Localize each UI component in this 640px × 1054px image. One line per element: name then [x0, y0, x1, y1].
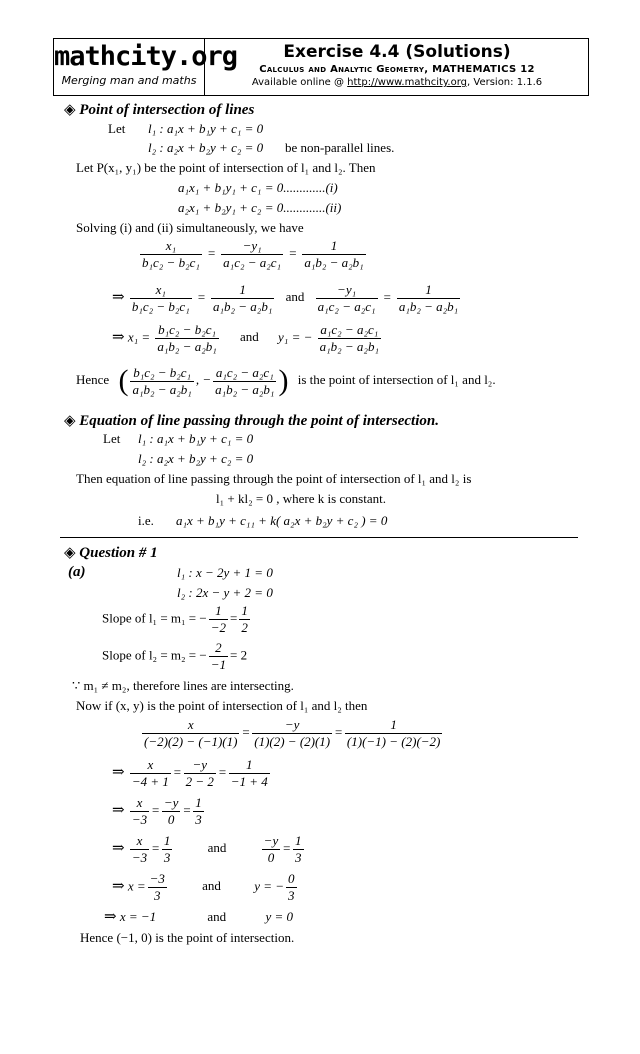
slope-l1-row [102, 603, 252, 636]
denominator: 3 [163, 850, 171, 865]
equals-sign: = [151, 840, 160, 856]
numerator: x₁ [165, 238, 177, 253]
fraction [302, 238, 365, 271]
fraction [193, 795, 204, 828]
slope-l2-row [102, 640, 247, 673]
numerator: 2 [215, 640, 222, 655]
fraction [293, 833, 304, 866]
solution-row-5 [112, 871, 299, 904]
hence-word: Hence [76, 371, 110, 387]
fraction [229, 757, 270, 790]
denominator: 3 [295, 850, 302, 865]
equals-sign: = [241, 724, 251, 740]
numerator: −y [163, 795, 179, 810]
fraction [345, 717, 442, 750]
denominator: −2 [210, 620, 227, 635]
then-text: Then equation of line passing through the point of intersection of l₁ and l₂ is [76, 471, 472, 486]
logo-box [54, 39, 238, 95]
numerator: 1 [295, 833, 302, 848]
implies-row-1 [112, 282, 462, 315]
denominator: b₁c₂ − b₂c₁ [142, 255, 200, 270]
and-word: and [240, 329, 259, 345]
numerator: 1 [330, 238, 338, 253]
implies-arrow-icon: ⇒ [112, 840, 125, 857]
line-l1: l₁ : x − 2y + 1 = 0 [177, 565, 273, 580]
fraction [316, 282, 378, 315]
numerator: x [147, 757, 154, 772]
fraction [239, 603, 250, 636]
equals-sign: = [182, 802, 192, 818]
denominator: 3 [195, 812, 202, 827]
denominator: a₁b₂ − a₂b₁ [213, 299, 273, 314]
line-l1: l₁ : a₁x + b₁y + c₁ = 0 [148, 121, 264, 136]
y-value: y = 0 [265, 909, 293, 924]
equals-sign: = [288, 245, 298, 261]
numerator: b₁c₂ − b₂c₁ [133, 364, 192, 380]
ie-label: i.e. [138, 513, 154, 528]
denominator: −3 [131, 850, 148, 865]
course-subtitle: Calculus and Analytic Geometry, MATHEMATICS 12 [259, 64, 535, 75]
diamond-bullet-icon: ◈ [64, 413, 76, 429]
heading-text: Question # 1 [79, 545, 158, 561]
equals-sign: = [334, 724, 343, 740]
denominator: a₁b₂ − a₂b₁ [398, 299, 459, 314]
section-divider [60, 537, 578, 538]
equals-sign: = [196, 289, 206, 305]
because-text: ∵ m₁ ≠ m₂, therefore lines are intersecting. [72, 678, 294, 693]
let-p-text: Let P(x₁, y₁) be the point of intersection of l₁ and l₂. Then [76, 160, 376, 175]
and-word: and [202, 878, 221, 894]
online-line [206, 77, 588, 88]
now-if-text: Now if (x, y) is the point of intersection of l₁ and l₂ then [76, 698, 368, 713]
diamond-bullet-icon: ◈ [64, 102, 76, 118]
fraction [213, 365, 276, 398]
heading-text: Point of intersection of lines [79, 102, 255, 118]
equals-sign: = [151, 802, 160, 818]
line-l1: l₁ : a₁x + b₁y + c₁ = 0 [138, 431, 254, 446]
let-label: Let [103, 431, 121, 446]
family-equation: l₁ + kl₂ = 0 , where k is constant. [216, 491, 386, 506]
denominator: a₁b₂ − a₂b₁ [319, 339, 379, 354]
numerator: x [187, 717, 194, 732]
section-heading-equation [64, 411, 439, 430]
denominator: a₁b₂ − a₂b₁ [304, 255, 364, 270]
slope-result: = 2 [230, 647, 248, 663]
denominator: 2 − 2 [185, 774, 214, 789]
fraction [162, 795, 181, 828]
line-l2: l₂ : 2x − y + 2 = 0 [177, 585, 273, 600]
denominator: a₁b₂ − a₂b₁ [215, 381, 275, 397]
ie-equation: a₁x + b₁y + c₁₁ + k( a₂x + b₂y + c₂ ) = 0 [176, 513, 388, 528]
let-label: Let [108, 121, 126, 136]
fraction [209, 603, 228, 636]
solution-row-6 [104, 907, 293, 926]
denominator: 3 [148, 887, 167, 904]
numerator: 1 [163, 833, 171, 848]
fraction [211, 282, 274, 315]
numerator: a₁c₂ − a₂c₁ [320, 322, 379, 337]
denominator: −1 + 4 [230, 774, 268, 789]
line-l2: l₂ : a₂x + b₂y + c₂ = 0 [148, 140, 264, 155]
numerator: a₁c₂ − a₂c₁ [215, 364, 274, 380]
numerator: x [136, 795, 143, 810]
exercise-title: Exercise 4.4 (Solutions) [283, 42, 511, 62]
numerator: −y [284, 717, 300, 732]
x-equals: x = [127, 878, 146, 894]
fraction [148, 871, 167, 904]
equals-sign: = [172, 764, 182, 780]
heading-text: Equation of line passing through the point of intersection. [79, 413, 439, 429]
numerator: x [136, 833, 143, 848]
denominator: −3 [131, 812, 148, 827]
denominator: (1)(2) − (2)(1) [254, 734, 331, 749]
numerator: −y [192, 757, 208, 772]
ratio-row-4 [112, 833, 306, 866]
numerator: b₁c₂ − b₂c₁ [158, 322, 217, 337]
fraction [318, 322, 381, 355]
implies-arrow-icon: ⇒ [112, 802, 125, 819]
version-text: , Version: 1.1.6 [467, 77, 543, 88]
ratio-row-2 [112, 757, 272, 790]
part-label: (a) [68, 564, 86, 580]
site-logo: mathcity.org [54, 41, 238, 72]
equals-sign: = [282, 840, 291, 856]
numerator: 1 [195, 795, 202, 810]
x1-equals: x₁ = [127, 329, 151, 345]
fraction [130, 282, 192, 315]
non-parallel-text: be non-parallel lines. [285, 140, 395, 155]
denominator: (−2)(2) − (−1)(1) [144, 734, 238, 749]
fraction [155, 322, 218, 355]
denominator: (1)(−1) − (2)(−2) [346, 734, 441, 749]
fraction [130, 757, 171, 790]
fraction [142, 717, 239, 750]
title-box [206, 39, 588, 95]
numerator: 1 [245, 757, 253, 772]
page-header [53, 38, 589, 96]
equals-sign: = [382, 289, 392, 305]
numerator: −y₁ [242, 238, 262, 253]
numerator: x₁ [155, 282, 166, 297]
hence-row [76, 364, 496, 398]
implies-arrow-icon: ⇒ [104, 909, 117, 925]
and-word: and [207, 909, 227, 924]
fraction [221, 238, 283, 271]
fraction [252, 717, 332, 750]
tagline: Merging man and maths [61, 74, 197, 87]
y1-equals: y₁ = − [278, 329, 313, 345]
equation-i: a₁x₁ + b₁y₁ + c₁ = 0.............(i) [178, 180, 338, 195]
denominator: −1 [210, 657, 227, 672]
point-coordinates [118, 364, 288, 398]
implies-arrow-icon: ⇒ [112, 289, 125, 306]
equation-ii: a₂x₁ + b₂y₁ + c₂ = 0.............(ii) [178, 200, 342, 215]
denominator: a₁c₂ − a₂c₁ [317, 299, 376, 314]
implies-row-2 [112, 322, 383, 355]
slope-text: Slope of l₂ = m₂ = − [102, 647, 207, 663]
denominator: a₁c₂ − a₂c₁ [223, 255, 282, 270]
right-paren: ) [278, 364, 289, 397]
denominator: 0 [262, 849, 281, 866]
denominator: a₁b₂ − a₂b₁ [157, 339, 217, 354]
equals-sign: = [230, 610, 238, 626]
section-heading-intersection [64, 100, 254, 119]
hence-tail: is the point of intersection of l₁ and l₂. [297, 371, 496, 387]
line-l2: l₂ : a₂x + b₂y + c₂ = 0 [138, 451, 254, 466]
and-word: and [207, 840, 227, 856]
fraction [286, 871, 297, 904]
numerator: −y [263, 833, 279, 848]
denominator: 3 [288, 888, 295, 903]
denominator: a₁b₂ − a₂b₁ [132, 381, 192, 397]
site-link[interactable]: http://www.mathcity.org [347, 77, 468, 88]
fraction [184, 757, 216, 790]
slope-text: Slope of l₁ = m₁ = − [102, 610, 207, 626]
hence-final: Hence (−1, 0) is the point of intersection. [80, 930, 295, 945]
implies-arrow-icon: ⇒ [112, 878, 125, 895]
numerator: 1 [239, 282, 246, 297]
implies-arrow-icon: ⇒ [112, 764, 125, 781]
implies-arrow-icon: ⇒ [112, 329, 125, 346]
denominator: 2 [241, 620, 248, 635]
fraction [162, 833, 173, 866]
fraction [140, 238, 202, 271]
numerator: −y₁ [337, 282, 357, 297]
denominator: 0 [162, 811, 181, 828]
fraction [397, 282, 460, 315]
denominator: −4 + 1 [131, 774, 169, 789]
y-equals: y = − [254, 878, 285, 894]
numerator: 1 [241, 603, 248, 618]
numerator: 1 [390, 717, 397, 732]
fraction [130, 365, 193, 398]
cross-ratio-row [138, 238, 368, 271]
fraction [209, 640, 228, 673]
fraction [130, 833, 149, 866]
online-prefix: Available online @ [251, 77, 348, 88]
denominator: b₁c₂ − b₂c₁ [131, 299, 190, 314]
ratio-row-3 [112, 795, 206, 828]
fraction [130, 795, 149, 828]
x-value: x = −1 [119, 909, 157, 924]
and-word: and [285, 289, 305, 305]
numerator: −3 [149, 871, 165, 886]
question-heading [64, 543, 158, 562]
left-paren: ( [118, 364, 129, 397]
equals-sign: = [207, 245, 216, 261]
solving-text: Solving (i) and (ii) simultaneously, we have [76, 220, 304, 235]
comma-minus: , − [195, 371, 212, 387]
fraction [262, 833, 281, 866]
numerator: 1 [215, 603, 222, 618]
numerator: 1 [425, 282, 432, 297]
diamond-bullet-icon: ◈ [64, 545, 76, 561]
equals-sign: = [217, 764, 227, 780]
ratio-row-1 [140, 717, 444, 750]
numerator: 0 [288, 871, 295, 886]
